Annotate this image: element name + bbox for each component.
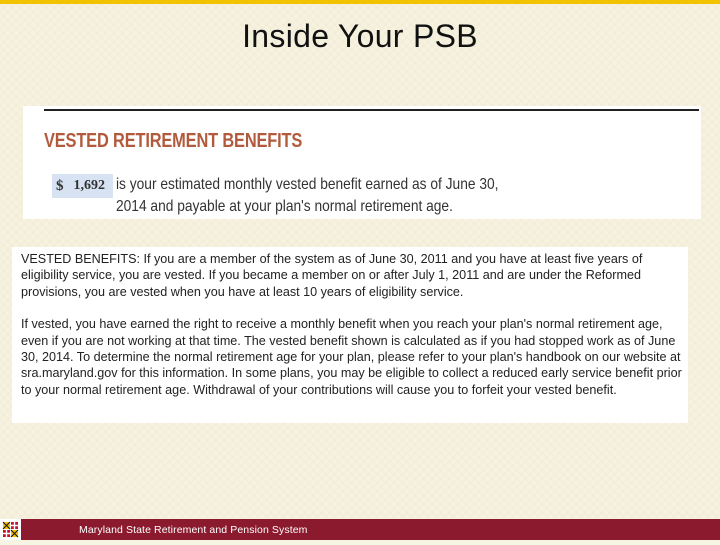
psb-excerpt-image — [23, 106, 701, 219]
footer-organization: Maryland State Retirement and Pension System — [79, 524, 308, 536]
psb-heading: VESTED RETIREMENT BENEFITS — [44, 130, 303, 152]
vested-benefits-paragraph: VESTED BENEFITS: If you are a member of the system as of June 30, 2011 and you have at least five years of eligibility service, you are vested. If you became a member on or after July 1, 2011 and are under the Reformed provisions, you are vested when you have at least 10 years of eligibility service. — [21, 252, 643, 299]
vested-benefit-description: is your estimated monthly vested benefit earned as of June 30, 2014 and payable at your plan's normal retirement age. — [116, 176, 499, 215]
vested-amount: 1,692 — [73, 178, 105, 193]
vested-amount-box — [52, 174, 113, 198]
slide-title: Inside Your PSB — [242, 18, 478, 54]
psb-divider — [44, 109, 699, 111]
vested-details-paragraph: If vested, you have earned the right to receive a monthly benefit when you reach your plan's normal retirement age, even if you are not working at that time. The vested benefit shown is calculated as if you had stopped work as of June 30, 2014. To determine the normal retirement age for your plan, please refer to your plan's handbook on our website at sra.maryland.gov for this information. In some plans, you may be eligible to collect a reduced early service benefit prior to your normal retirement age. Withdrawal of your contributions will cause you to forfeit your vested benefit. — [21, 317, 682, 397]
maryland-flag-icon — [0, 519, 21, 540]
currency-symbol: $ — [56, 177, 64, 194]
top-accent-bar — [0, 0, 720, 4]
explanation-panel — [12, 247, 688, 423]
